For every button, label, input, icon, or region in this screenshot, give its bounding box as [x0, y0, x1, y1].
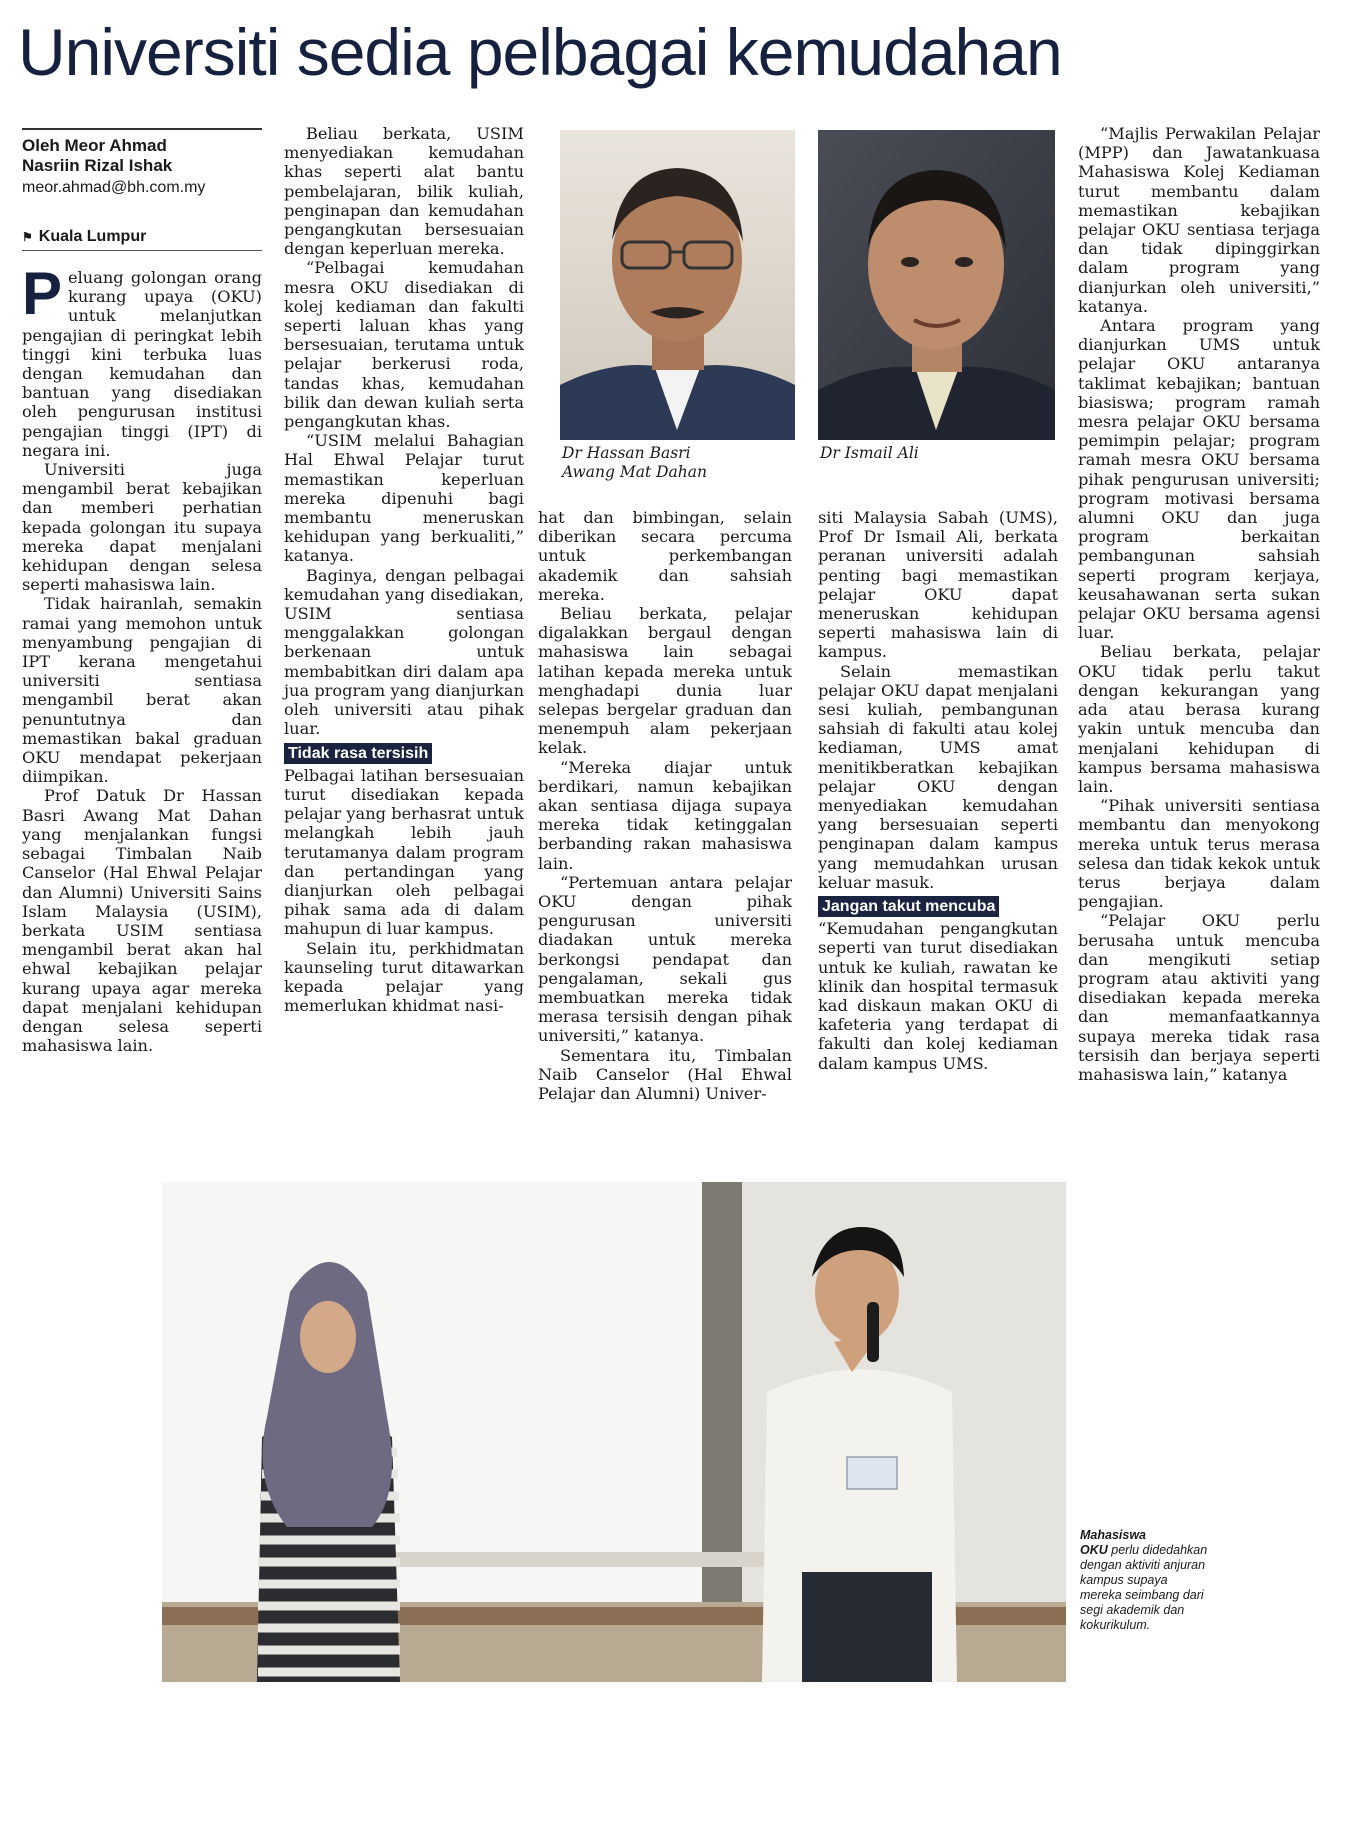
article-column-5	[1078, 124, 1320, 1084]
paragraph: Pelbagai latihan bersesuaian turut disediakan kepada pelajar yang berhasrat untuk melangkah lebih jauh terutamanya dalam program dan pertandingan yang dianjurkan oleh pelbagai pihak sama ada di dalam mahupun di luar kampus.	[284, 765, 524, 939]
subheading-tidak-rasa-tersisih: Tidak rasa tersisih	[284, 743, 432, 764]
article-column-1	[22, 260, 262, 1056]
paragraph: Selain itu, perkhidmatan kaunseling turut ditawarkan kepada pelajar yang memerlukan khidmat nasi-	[284, 938, 524, 1016]
portrait-caption-2: Dr Ismail Ali	[820, 444, 919, 462]
author-name-1: Oleh Meor Ahmad	[22, 136, 167, 155]
drop-cap: P	[22, 260, 63, 327]
paragraph: Sementara itu, Timbalan Naib Canselor (Hal Ehwal Pelajar dan Alumni) Univer-	[538, 1045, 792, 1104]
paragraph: siti Malaysia Sabah (UMS), Prof Dr Ismail Ali, berkata peranan universiti adalah penting bagi memastikan pelajar OKU dapat meneruskan kehidupan seperti mahasiswa lain di kampus.	[818, 508, 1058, 662]
paragraph: Selain memastikan pelajar OKU dapat menjalani sesi kuliah, pembangunan sahsiah di fakulti atau kolej kediaman, UMS amat menitikberatkan kebajikan pelajar OKU dengan menyediakan kemudahan yang bersesuaian seperti penginapan dalam kampus yang memudahkan urusan keluar masuk.	[818, 661, 1058, 892]
author-name-2: Nasriin Rizal Ishak	[22, 156, 173, 175]
byline	[22, 128, 262, 198]
main-photo-caption	[1080, 1528, 1210, 1633]
caption-line: Dr Hassan Basri	[562, 444, 691, 462]
author-email: meor.ahmad@bh.com.my	[22, 179, 206, 196]
headline: Universiti sedia pelbagai kemudahan	[18, 15, 1062, 89]
main-photo	[162, 1182, 1066, 1682]
paragraph: Tidak hairanlah, semakin ramai yang memohon untuk menyambung pengajian di IPT kerana mengetahui universiti sentiasa mengambil berat akan penuntutnya dan memastikan bakal graduan OKU mendapat pekerjaan diimpikan.	[22, 594, 262, 787]
lead-text: eluang golongan orang kurang upaya (OKU) untuk melanjutkan pengajian di peringkat lebih tinggi kini terbuka luas dengan kemudahan dan bantuan yang disediakan oleh pengurusan institusi pengajian tinggi (IPT) di negara ini.	[22, 268, 262, 460]
dateline	[22, 228, 262, 251]
paragraph: “USIM melalui Bahagian Hal Ehwal Pelajar turut memastikan keperluan mereka dipenuhi bagi membantu meneruskan kehidupan yang berkualiti,” katanya.	[284, 431, 524, 566]
article-column-3	[538, 508, 792, 1103]
paragraph: Beliau berkata, pelajar OKU tidak perlu takut dengan kekurangan yang ada atau berasa kurang yakin untuk mencuba dan menjalani kehidupan di kampus bersama mahasiswa lain.	[1078, 642, 1320, 796]
paragraph: “Majlis Perwakilan Pelajar (MPP) dan Jawatankuasa Mahasiswa Kolej Kediaman turut membantu dalam memastikan kebajikan pelajar OKU sentiasa terjaga dan tidak dipinggirkan dalam program yang dianjurkan oleh universiti,” katanya.	[1078, 124, 1320, 316]
portrait-image	[560, 130, 795, 440]
paragraph: Baginya, dengan pelbagai kemudahan yang disediakan, USIM sentiasa menggalakkan golongan berkenaan untuk membabitkan diri dalam apa jua program yang dianjurkan oleh universiti atau pihak luar.	[284, 565, 524, 739]
portrait-image	[818, 130, 1055, 440]
paragraph: “Pertemuan antara pelajar OKU dengan pihak pengurusan universiti diadakan untuk mereka berkongsi pendapat dan pengalaman, sekali gus membuatkan mereka tidak merasa tersisih dengan pihak universiti,” katanya.	[538, 872, 792, 1046]
paragraph: “Pelbagai kemudahan mesra OKU disediakan di kolej kediaman dan fakulti seperti laluan khas yang bersesuaian, terutama untuk pelajar berkerusi roda, tandas khas, kemudahan bilik dan dewan kuliah serta pengangkutan khas.	[284, 258, 524, 432]
portrait-ismail-ali	[818, 130, 1055, 440]
paragraph: Prof Datuk Dr Hassan Basri Awang Mat Dahan yang menjalankan fungsi sebagai Timbalan Naib Canselor (Hal Ehwal Pelajar dan Alumni) Universiti Sains Islam Malaysia (USIM), berkata USIM sentiasa mengambil berat akan hal ehwal kebajikan pelajar kurang upaya agar mereka dapat menjalani kehidupan dengan selesa seperti mahasiswa lain.	[22, 786, 262, 1056]
paragraph: Antara program yang dianjurkan UMS untuk pelajar OKU antaranya taklimat kebajikan; bantuan biasiswa; program ramah mesra pelajar OKU bersama pemimpin pelajar; program ramah mesra OKU bersama pihak pengurusan universiti; program motivasi bersama alumni OKU dan juga program berkaitan pembangunan sahsiah seperti program kerjaya, keusahawanan serta sukan pelajar OKU bersama agensi luar.	[1078, 316, 1320, 643]
caption-lead-2: OKU	[1080, 1543, 1108, 1557]
paragraph	[22, 260, 262, 460]
main-photo-image	[162, 1182, 1066, 1682]
subheading-jangan-takut-mencuba: Jangan takut mencuba	[818, 896, 999, 917]
paragraph: Beliau berkata, pelajar digalakkan bergaul dengan mahasiswa lain sebagai latihan kepada mereka untuk menghadapi dunia luar selepas bergelar graduan dan menempuh alam pekerjaan kelak.	[538, 604, 792, 758]
caption-lead-1: Mahasiswa	[1080, 1528, 1147, 1542]
caption-rest: perlu didedahkan dengan aktiviti anjuran kampus supaya mereka seimbang dari segi akademik dan kokurikulum.	[1080, 1543, 1208, 1632]
paragraph: “Mereka diajar untuk berdikari, namun kebajikan akan sentiasa dijaga supaya mereka tidak ketinggalan berbanding rakan mahasiswa lain.	[538, 757, 792, 873]
paragraph: “Kemudahan pengangkutan seperti van turut disediakan untuk ke kuliah, rawatan ke klinik dan hospital termasuk kad diskaun makan OKU di kafeteria yang terdapat di fakulti dan kolej kediaman dalam kampus UMS.	[818, 919, 1058, 1073]
paragraph: Beliau berkata, USIM menyediakan kemudahan khas seperti alat bantu pembelajaran, bilik kuliah, penginapan dan kemudahan pengangkutan bersesuaian dengan keperluan mereka.	[284, 124, 524, 259]
flag-icon: ⚑	[22, 230, 33, 244]
article-column-2	[284, 124, 524, 1015]
dateline-text: Kuala Lumpur	[38, 228, 147, 245]
portrait-hassan-basri	[560, 130, 795, 440]
paragraph: hat dan bimbingan, selain diberikan secara percuma untuk perkembangan akademik dan sahsiah mereka.	[538, 508, 792, 604]
article-column-4	[818, 508, 1058, 1073]
paragraph: Universiti juga mengambil berat kebajikan dan memberi perhatian kepada golongan itu supaya mereka dapat menjalani kehidupan dengan selesa seperti mahasiswa lain.	[22, 460, 262, 595]
paragraph: “Pelajar OKU perlu berusaha untuk mencuba dan mengikuti setiap program atau aktiviti yang disediakan kepada mereka dan memanfaatkannya supaya mereka tidak rasa tersisih dan berjaya seperti mahasiswa lain,” katanya	[1078, 911, 1320, 1084]
caption-line: Awang Mat Dahan	[562, 463, 707, 481]
portrait-caption-1	[562, 444, 797, 482]
paragraph: “Pihak universiti sentiasa membantu dan menyokong mereka untuk terus merasa selesa dan tidak kekok untuk terus berjaya dalam pengajian.	[1078, 796, 1320, 912]
